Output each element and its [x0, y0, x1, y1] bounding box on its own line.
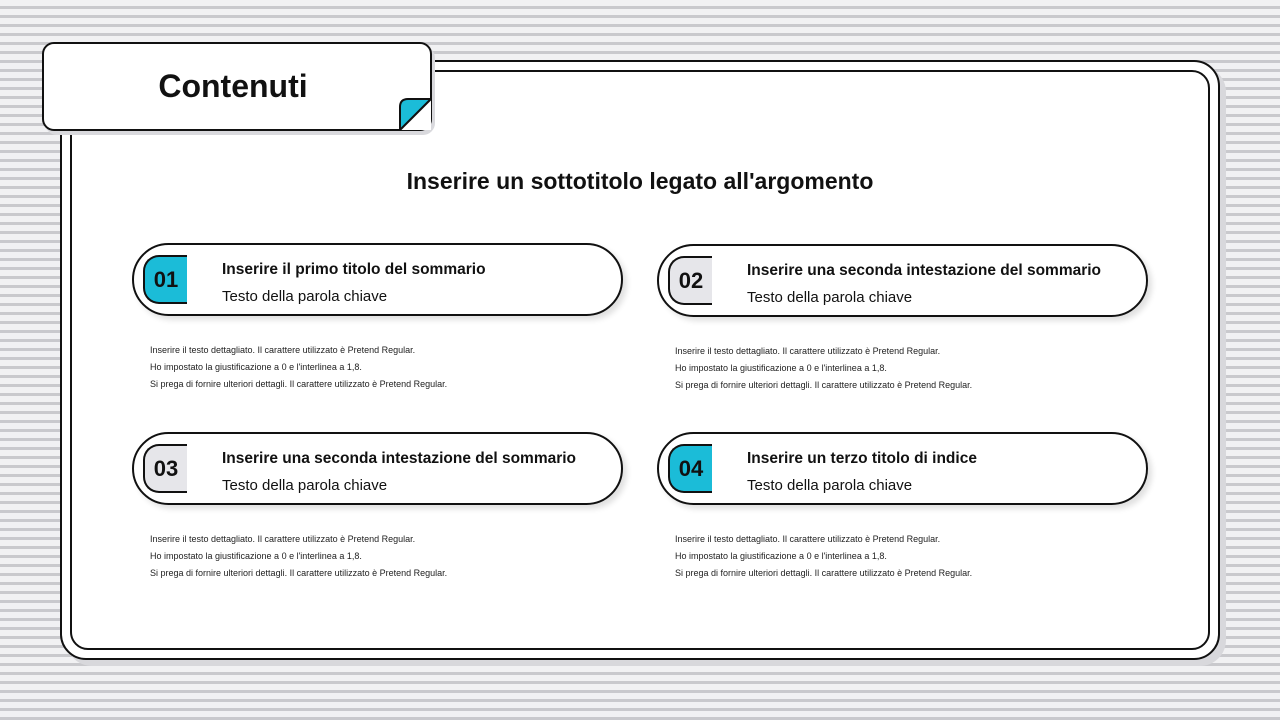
card-description	[675, 531, 972, 582]
description-line: Ho impostato la giustificazione a 0 e l'interlinea a 1,8.	[150, 362, 362, 372]
number-badge: 04	[668, 444, 712, 493]
card-title: Inserire il primo titolo del sommario	[222, 261, 486, 278]
number-badge: 03	[143, 444, 187, 493]
summary-card-01	[132, 243, 623, 316]
card-description	[675, 343, 972, 394]
card-keyword: Testo della parola chiave	[222, 477, 388, 494]
description-line: Inserire il testo dettagliato. Il carattere utilizzato è Pretend Regular.	[675, 534, 941, 544]
description-line: Inserire il testo dettagliato. Il carattere utilizzato è Pretend Regular.	[150, 534, 416, 544]
page-fold-icon	[398, 97, 432, 131]
card-keyword: Testo della parola chiave	[747, 289, 913, 306]
card-title: Inserire una seconda intestazione del sommario	[222, 450, 577, 467]
card-description	[150, 342, 447, 393]
description-line: Ho impostato la giustificazione a 0 e l'interlinea a 1,8.	[675, 363, 887, 373]
description-line: Inserire il testo dettagliato. Il carattere utilizzato è Pretend Regular.	[675, 346, 941, 356]
number-badge: 02	[668, 256, 712, 305]
card-keyword: Testo della parola chiave	[222, 288, 388, 305]
description-line: Inserire il testo dettagliato. Il carattere utilizzato è Pretend Regular.	[150, 345, 416, 355]
title-tab	[42, 42, 432, 131]
summary-card-02	[657, 244, 1148, 317]
description-line: Si prega di fornire ulteriori dettagli. Il carattere utilizzato è Pretend Regular.	[150, 379, 448, 389]
page-title: Contenuti	[158, 68, 308, 104]
card-description	[150, 531, 447, 582]
subtitle: Inserire un sottotitolo legato all'argomento	[406, 168, 874, 194]
description-line: Si prega di fornire ulteriori dettagli. Il carattere utilizzato è Pretend Regular.	[675, 568, 973, 578]
card-title: Inserire una seconda intestazione del sommario	[747, 262, 1102, 279]
summary-card-03	[132, 432, 623, 505]
description-line: Ho impostato la giustificazione a 0 e l'interlinea a 1,8.	[150, 551, 362, 561]
description-line: Si prega di fornire ulteriori dettagli. Il carattere utilizzato è Pretend Regular.	[150, 568, 448, 578]
card-keyword: Testo della parola chiave	[747, 477, 913, 494]
number-badge: 01	[143, 255, 187, 304]
description-line: Ho impostato la giustificazione a 0 e l'interlinea a 1,8.	[675, 551, 887, 561]
card-title: Inserire un terzo titolo di indice	[747, 450, 977, 467]
summary-card-04	[657, 432, 1148, 505]
description-line: Si prega di fornire ulteriori dettagli. Il carattere utilizzato è Pretend Regular.	[675, 380, 973, 390]
